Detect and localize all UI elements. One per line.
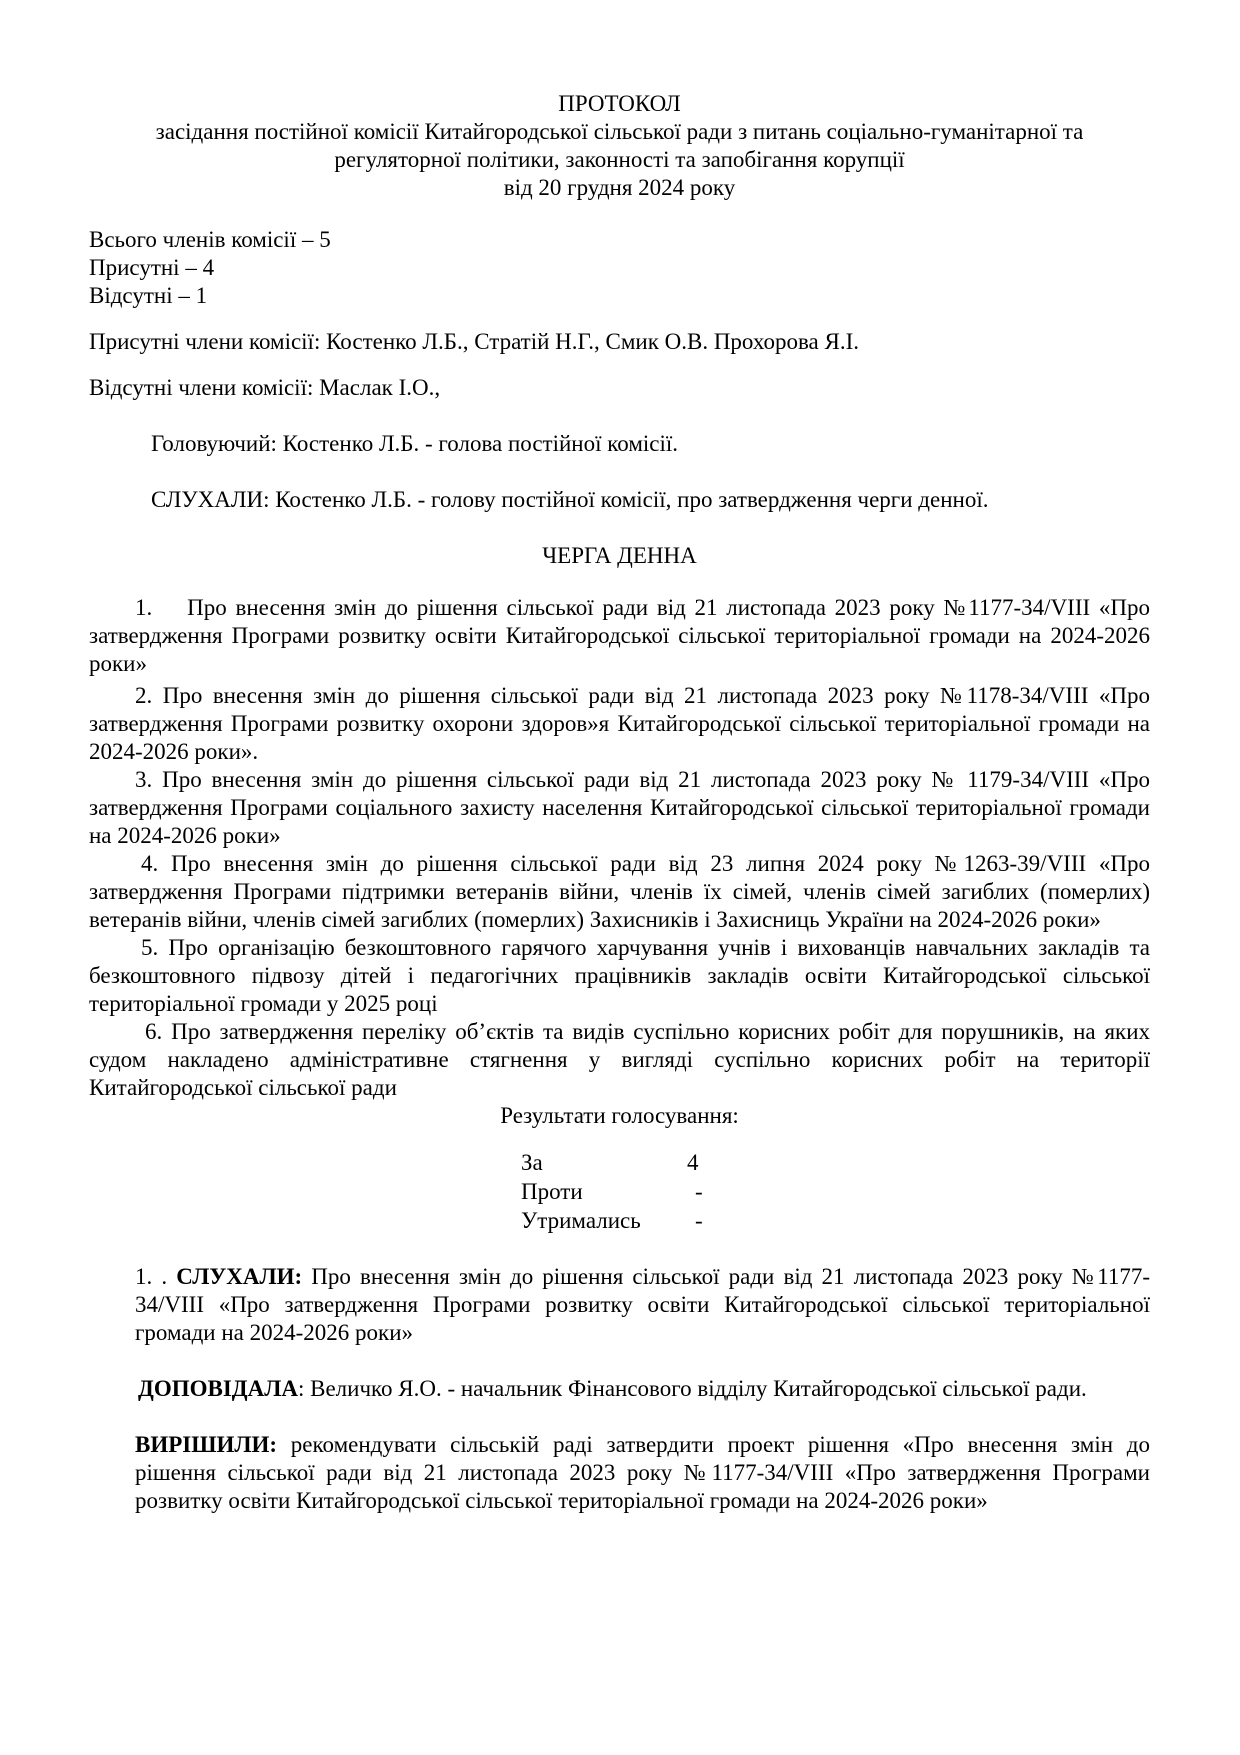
agenda-item-number: 2. <box>135 683 153 708</box>
agenda-item <box>89 594 1150 678</box>
vote-value: - <box>695 1208 703 1233</box>
heard-prefix: 1. . <box>135 1264 177 1289</box>
agenda-item <box>89 682 1150 766</box>
heard-label: СЛУХАЛИ: <box>176 1264 303 1289</box>
header-line-2: регуляторної політики, законності та запобігання корупції <box>334 147 905 172</box>
voting-results <box>521 1148 1150 1235</box>
absent-count: Відсутні – 1 <box>89 283 208 308</box>
heard-text: Про внесення змін до рішення сільської ради від 21 листопада 2023 року №1177-34/VIII «Про затвердження Програми розвитку освіти Китайгородської сільської територіальної громади на 2024-2026 роки» <box>135 1264 1150 1345</box>
document-header <box>89 90 1150 202</box>
agenda-item <box>89 934 1150 1018</box>
header-line-1: засідання постійної комісії Китайгородської сільської ради з питань соціально-гуманітарної та <box>155 119 1084 144</box>
document-title: ПРОТОКОЛ <box>558 91 681 116</box>
agenda-item <box>89 1018 1150 1102</box>
vote-label: Проти <box>521 1179 583 1204</box>
agenda-item-text: Про внесення змін до рішення сільської ради від 21 листопада 2023 року №1177-34/VIII «Про затвердження Програми розвитку освіти Китайгородської сільської територіальної громади на 2024-2026 роки» <box>89 595 1150 676</box>
vote-row-against <box>521 1177 1150 1206</box>
agenda-item-number: 1. <box>135 595 153 620</box>
agenda-item-text: Про внесення змін до рішення сільської ради від 23 липня 2024 року №1263-39/VIII «Про затвердження Програми підтримки ветеранів війни, членів їх сімей, членів сімей загиблих (померлих) ветеранів війни, членів сімей загиблих (померлих) Захисників і Захисниць України на 2024-2026 роки» <box>89 851 1150 932</box>
agenda-item-number: 5. <box>141 935 159 960</box>
agenda-item-number: 6. <box>145 1019 163 1044</box>
agenda-item-text: Про внесення змін до рішення сільської ради від 21 листопада 2023 року № 1179-34/VIII «Про затвердження Програми соціального захисту населення Китайгородської сільської територіальної громади на 2024-2026 роки» <box>89 767 1150 848</box>
absent-members: Відсутні члени комісії: Маслак І.О., <box>89 375 441 400</box>
present-count: Присутні – 4 <box>89 255 215 280</box>
vote-label: Утримались <box>521 1208 641 1233</box>
agenda-item-text: Про затвердження переліку об’єктів та видів суспільно корисних робіт для порушників, на яких судом накладено адміністративне стягнення у вигляді суспільно корисних робіт на території Китайгородської сільської ради <box>89 1019 1150 1100</box>
agenda-item-text: Про внесення змін до рішення сільської ради від 21 листопада 2023 року №1178-34/VIII «Про затвердження Програми розвитку охорони здоров»я Китайгородської сільської територіальної громади на 2024-2026 роки». <box>89 683 1150 764</box>
heard-intro: СЛУХАЛИ: Костенко Л.Б. - голову постійної комісії, про затвердження черги денної. <box>151 487 989 512</box>
present-members: Присутні члени комісії: Костенко Л.Б., Стратій Н.Г., Смик О.В. Прохорова Я.І. <box>89 329 859 354</box>
vote-label: За <box>521 1150 543 1175</box>
agenda-item <box>89 850 1150 934</box>
decided-text: рекомендувати сільській раді затвердити проект рішення «Про внесення змін до рішення сільської ради від 21 листопада 2023 року №1177-34/VIII «Про затвердження Програми розвитку освіти Китайгородської сільської територіальної громади на 2024-2026 роки» <box>135 1432 1150 1513</box>
reported-text: : Величко Я.О. - начальник Фінансового відділу Китайгородської сільської ради. <box>297 1376 1087 1401</box>
vote-value: - <box>695 1179 703 1204</box>
reported-label: ДОПОВІДАЛА <box>138 1376 298 1401</box>
decided-label: ВИРІШИЛИ: <box>135 1432 278 1457</box>
vote-value: 4 <box>687 1150 699 1175</box>
document-date: від 20 грудня 2024 року <box>503 175 736 200</box>
agenda-item-number: 4. <box>141 851 159 876</box>
agenda-item-text: Про організацію безкоштовного гарячого харчування учнів і вихованців навчальних закладів та безкоштовного підвозу дітей і педагогічних працівників закладів освіти Китайгородської сільської територіальної громади у 2025 році <box>89 935 1150 1016</box>
section-1-reported <box>89 1375 1150 1403</box>
attendance-stats <box>89 226 1150 310</box>
agenda-item-number: 3. <box>135 767 153 792</box>
agenda-title: ЧЕРГА ДЕННА <box>542 543 697 568</box>
section-1-decided <box>89 1431 1150 1515</box>
vote-row-abstained <box>521 1206 1150 1235</box>
chairperson: Головуючий: Костенко Л.Б. - голова постійної комісії. <box>151 431 679 456</box>
section-1-heard <box>89 1263 1150 1347</box>
total-members: Всього членів комісії – 5 <box>89 227 331 252</box>
agenda-list <box>89 594 1150 1102</box>
agenda-item <box>89 766 1150 850</box>
document-page <box>89 90 1150 1515</box>
voting-results-title: Результати голосування: <box>500 1103 739 1128</box>
vote-row-for <box>521 1148 1150 1177</box>
